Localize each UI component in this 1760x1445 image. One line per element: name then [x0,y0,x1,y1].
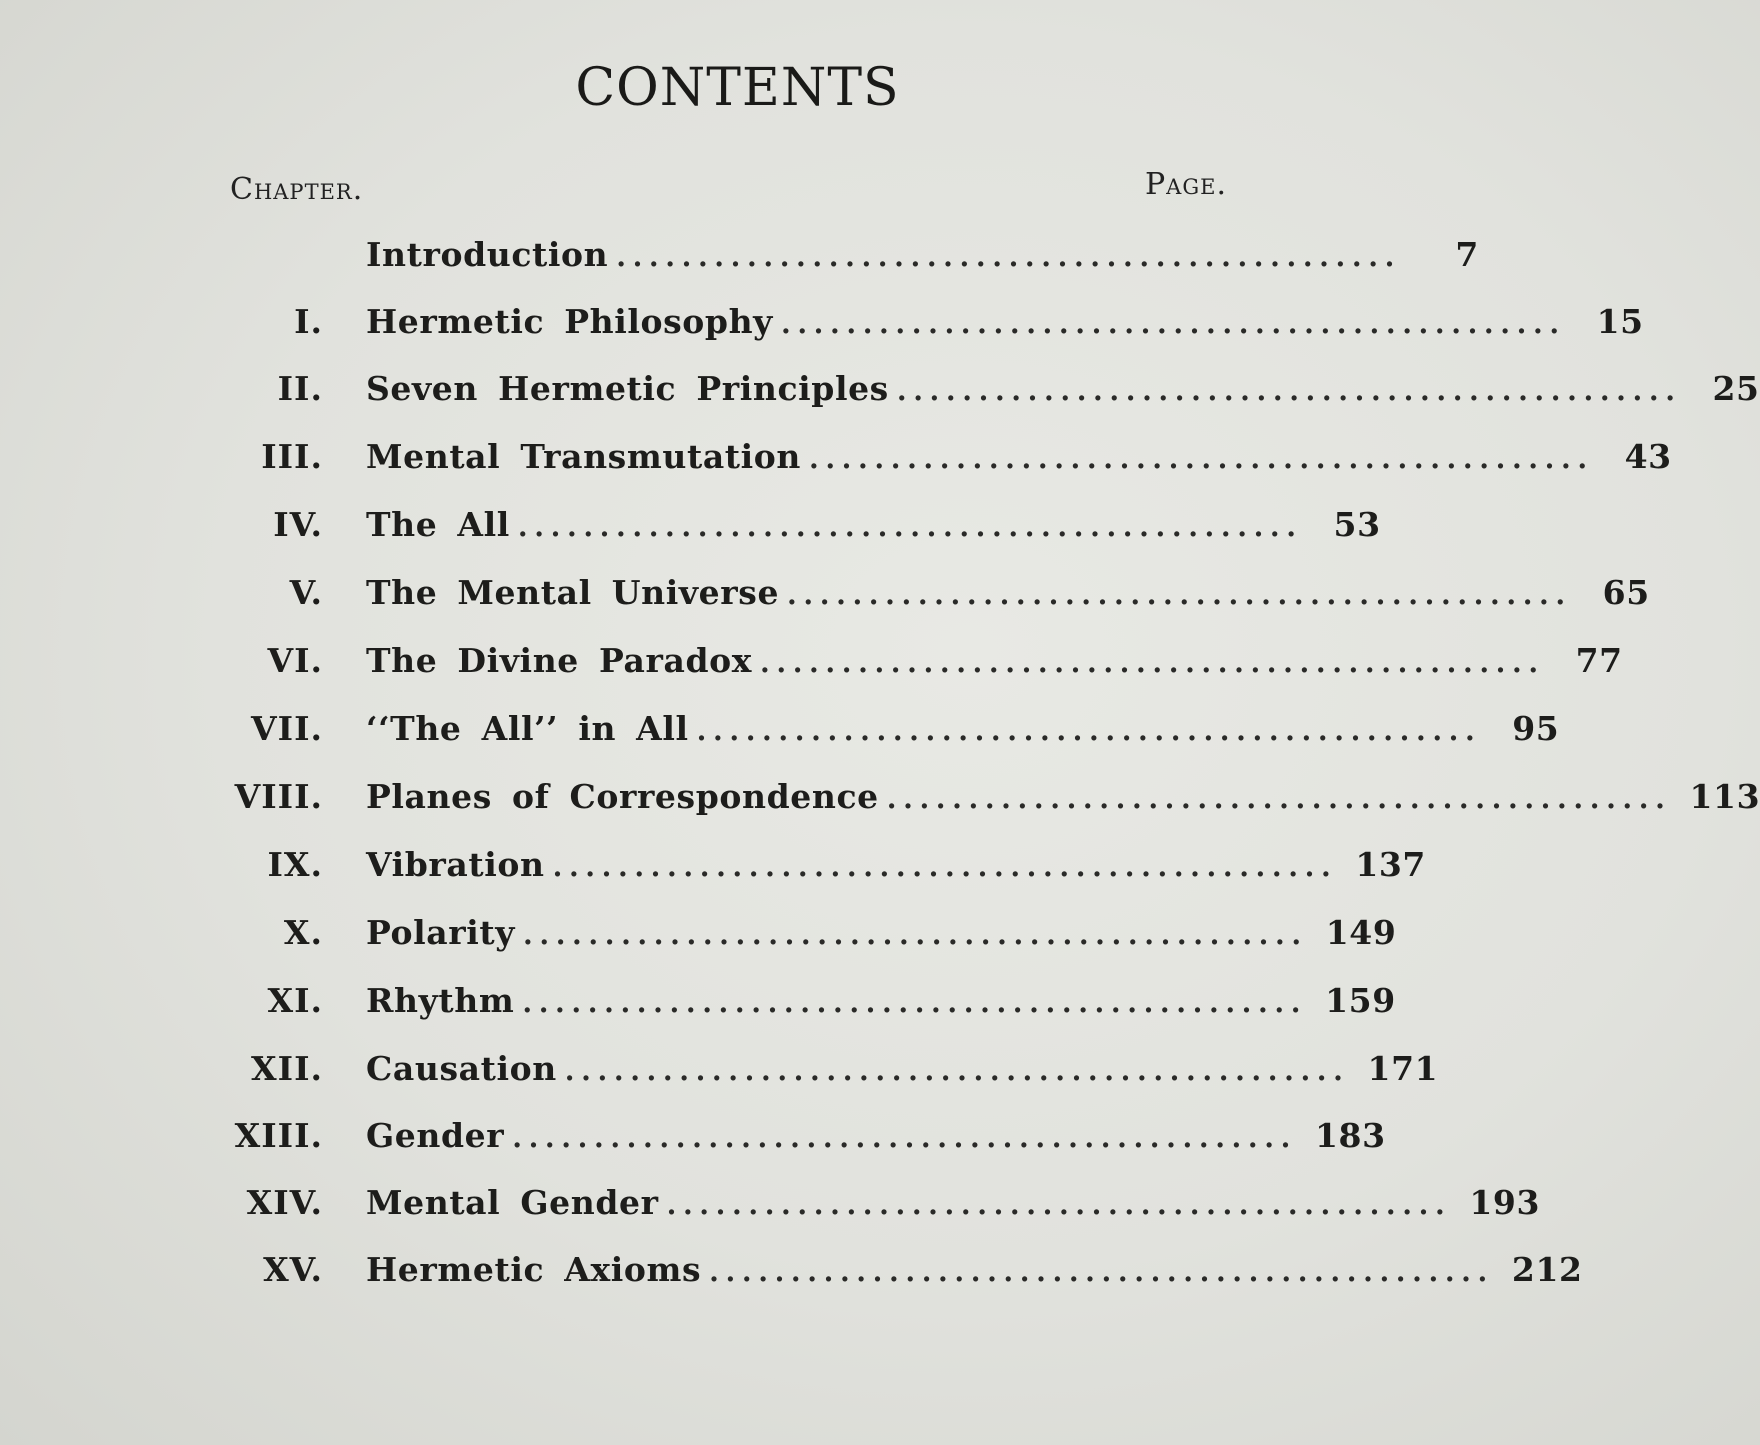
toc-entry [0,573,1650,623]
page-number: 25 [1712,369,1760,408]
chapter-title: Mental Transmutation [366,437,801,476]
page-number: 183 [1314,1116,1386,1155]
chapter-title: The Mental Universe [366,573,780,612]
toc-entry [0,845,1426,895]
chapter-number: IV. [273,505,323,544]
chapter-title: Rhythm [366,981,515,1020]
dot-leader: ................................................ [517,510,1303,543]
chapter-title: ‘‘The All’’ in All [366,709,689,748]
chapter-number: XIII. [234,1116,323,1155]
dot-leader: ................................................ [780,307,1566,340]
chapter-title: Hermetic Philosophy [366,302,773,341]
dot-leader: ................................................ [696,714,1482,747]
page-column-header: Page. [1145,167,1227,202]
toc-entry [0,437,1672,487]
dot-leader: ................................................ [760,646,1545,679]
toc-entry [0,1049,1439,1099]
page-number: 171 [1367,1049,1439,1088]
chapter-number: IX. [267,845,323,884]
chapter-number: VIII. [234,777,323,816]
page-number: 113 [1689,777,1760,816]
toc-entry [0,777,1760,827]
dot-leader: ................................................ [523,918,1308,951]
chapter-title: Polarity [366,913,515,952]
toc-entry [0,302,1644,352]
toc-entry [0,1250,1583,1300]
dot-leader: ................................................ [709,1255,1494,1288]
toc-entry [0,981,1396,1031]
page-number: 43 [1624,437,1672,476]
chapter-title: Causation [366,1049,557,1088]
page-number: 53 [1333,505,1381,544]
toc-entry [0,369,1760,419]
chapter-title: Mental Gender [366,1183,659,1222]
chapter-title: Introduction [366,235,609,274]
dot-leader: ................................................ [808,442,1594,475]
chapter-title: Seven Hermetic Principles [366,369,889,408]
page-number: 77 [1575,641,1623,680]
chapter-title: The Divine Paradox [366,641,753,680]
chapter-number: III. [261,437,323,476]
dot-leader: ................................................ [616,240,1401,273]
chapter-number: VI. [267,641,323,680]
chapter-title: Vibration [366,845,545,884]
dot-leader: ................................................ [552,850,1338,883]
chapter-column-header: Chapter. [230,172,364,207]
dot-leader: ................................................ [564,1054,1350,1087]
dot-leader: ................................................ [787,578,1572,611]
chapter-number: XII. [251,1049,323,1088]
chapter-number: XIV. [246,1183,323,1222]
dot-leader: ................................................ [666,1188,1452,1221]
page-number: 212 [1511,1250,1583,1289]
toc-entry [0,913,1397,963]
chapter-number: II. [277,369,323,408]
page-number: 193 [1469,1183,1541,1222]
dot-leader: ................................................ [522,986,1308,1019]
chapter-number: XI. [267,981,323,1020]
toc-entry [0,235,1479,285]
chapter-number: XV. [263,1250,323,1289]
page-number: 7 [1455,235,1479,274]
page-title: CONTENTS [575,58,900,118]
page-number: 159 [1325,981,1396,1020]
chapter-number: VII. [251,709,323,748]
page-number: 65 [1602,573,1650,612]
chapter-title: Planes of Correspondence [366,777,879,816]
dot-leader: ................................................ [512,1121,1297,1154]
page-number: 149 [1325,913,1397,952]
chapter-title: Hermetic Axioms [366,1250,702,1289]
dot-leader: ................................................ [886,782,1672,815]
page-number: 137 [1355,845,1426,884]
chapter-number: X. [283,913,323,952]
chapter-title: Gender [366,1116,505,1155]
toc-entry [0,1116,1386,1166]
dot-leader: ................................................ [896,374,1682,407]
chapter-title: The All [366,505,510,544]
chapter-number: I. [294,302,323,341]
toc-entry [0,641,1623,691]
chapter-number: V. [289,573,323,612]
toc-entry [0,709,1560,759]
toc-entry [0,1183,1541,1233]
toc-entry [0,505,1381,555]
page-number: 15 [1596,302,1644,341]
page-number: 95 [1512,709,1560,748]
